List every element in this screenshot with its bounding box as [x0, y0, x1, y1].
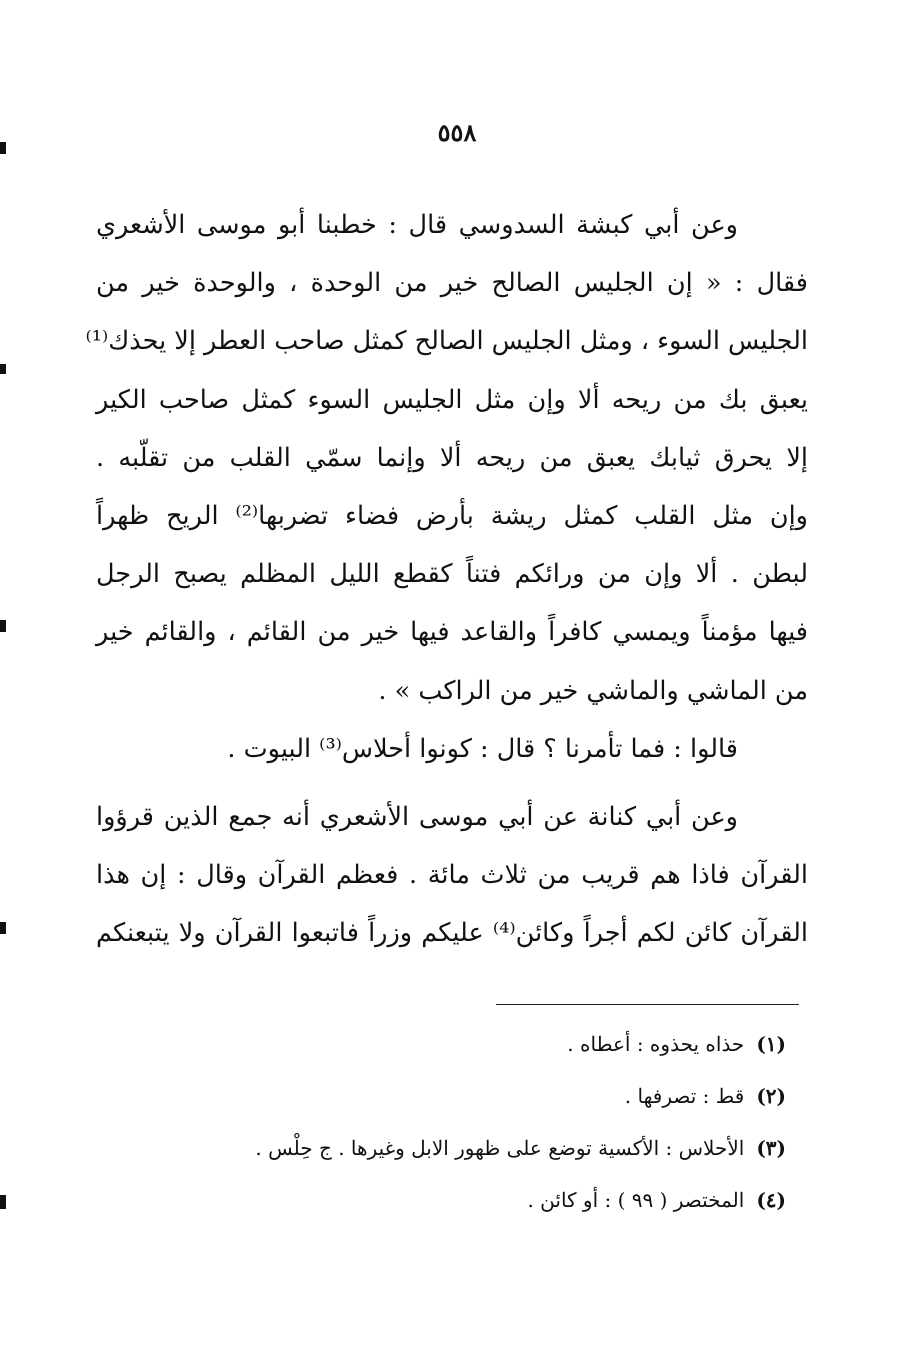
scan-mark	[0, 142, 6, 154]
scan-mark	[0, 364, 6, 374]
scan-mark	[0, 922, 6, 934]
footnote-text: الأحلاس : الأكسية توضع على ظهور الابل وغيرها . ج حِلْس .	[255, 1136, 745, 1160]
page-number: ٥٥٨	[437, 118, 477, 147]
text-line: وعن أبي كنانة عن أبي موسى الأشعري أنه جمع الذين قرؤوا	[96, 801, 738, 832]
scan-mark	[0, 620, 6, 632]
text-line: من الماشي والماشي خير من الراكب » .	[378, 675, 808, 706]
text-line: وعن أبي كبشة السدوسي قال : خطبنا أبو موسى الأشعري	[96, 210, 738, 240]
footnote-number: (٢)	[756, 1084, 786, 1108]
footnotes	[96, 1018, 786, 1226]
scan-mark	[0, 1195, 6, 1209]
text-line: فقال : « إن الجليس الصالح خير من الوحدة ، والوحدة خير من	[96, 268, 808, 299]
text-line: قالوا : فما تأمرنا ؟ قال : كونوا أحلاس⁽³⁾ البيوت .	[227, 733, 738, 764]
footnote	[96, 1122, 786, 1174]
footnote	[96, 1070, 786, 1122]
footnote-text: المختصر ( ٩٩ ) : أو كائن .	[527, 1188, 745, 1212]
footnote	[96, 1018, 786, 1070]
footnote-text: حذاه يحذوه : أعطاه .	[567, 1032, 745, 1056]
footnote-divider	[496, 1004, 799, 1005]
footnote-number: (٣)	[756, 1136, 786, 1160]
footnote	[96, 1174, 786, 1226]
text-line: وإن مثل القلب كمثل ريشة بأرض فضاء تضربها⁽²⁾ الريح ظهراً	[96, 500, 808, 531]
footnote-number: (١)	[756, 1032, 786, 1056]
text-line: إلا يحرق ثيابك يعبق من ريحه ألا وإنما سمّي القلب من تقلّبه .	[96, 442, 808, 473]
main-text	[85, 196, 809, 962]
text-line: الجليس السوء ، ومثل الجليس الصالح كمثل صاحب العطر إلا يحذك⁽¹⁾	[85, 326, 808, 357]
text-line: يعبق بك من ريحه ألا وإن مثل الجليس السوء كمثل صاحب الكير	[96, 384, 808, 415]
text-line: لبطن . ألا وإن من ورائكم فتناً كقطع الليل المظلم يصبح الرجل	[96, 559, 808, 590]
text-line: القرآن كائن لكم أجراً وكائن⁽⁴⁾ عليكم وزراً فاتبعوا القرآن ولا يتبعنكم	[96, 918, 809, 949]
text-line: القرآن فاذا هم قريب من ثلاث مائة . فعظم القرآن وقال : إن هذا	[96, 860, 808, 891]
text-line: فيها مؤمناً ويمسي كافراً والقاعد فيها خير من القائم ، والقائم خير	[96, 617, 808, 648]
footnote-number: (٤)	[756, 1188, 786, 1212]
footnote-text: قط : تصرفها .	[624, 1084, 745, 1108]
